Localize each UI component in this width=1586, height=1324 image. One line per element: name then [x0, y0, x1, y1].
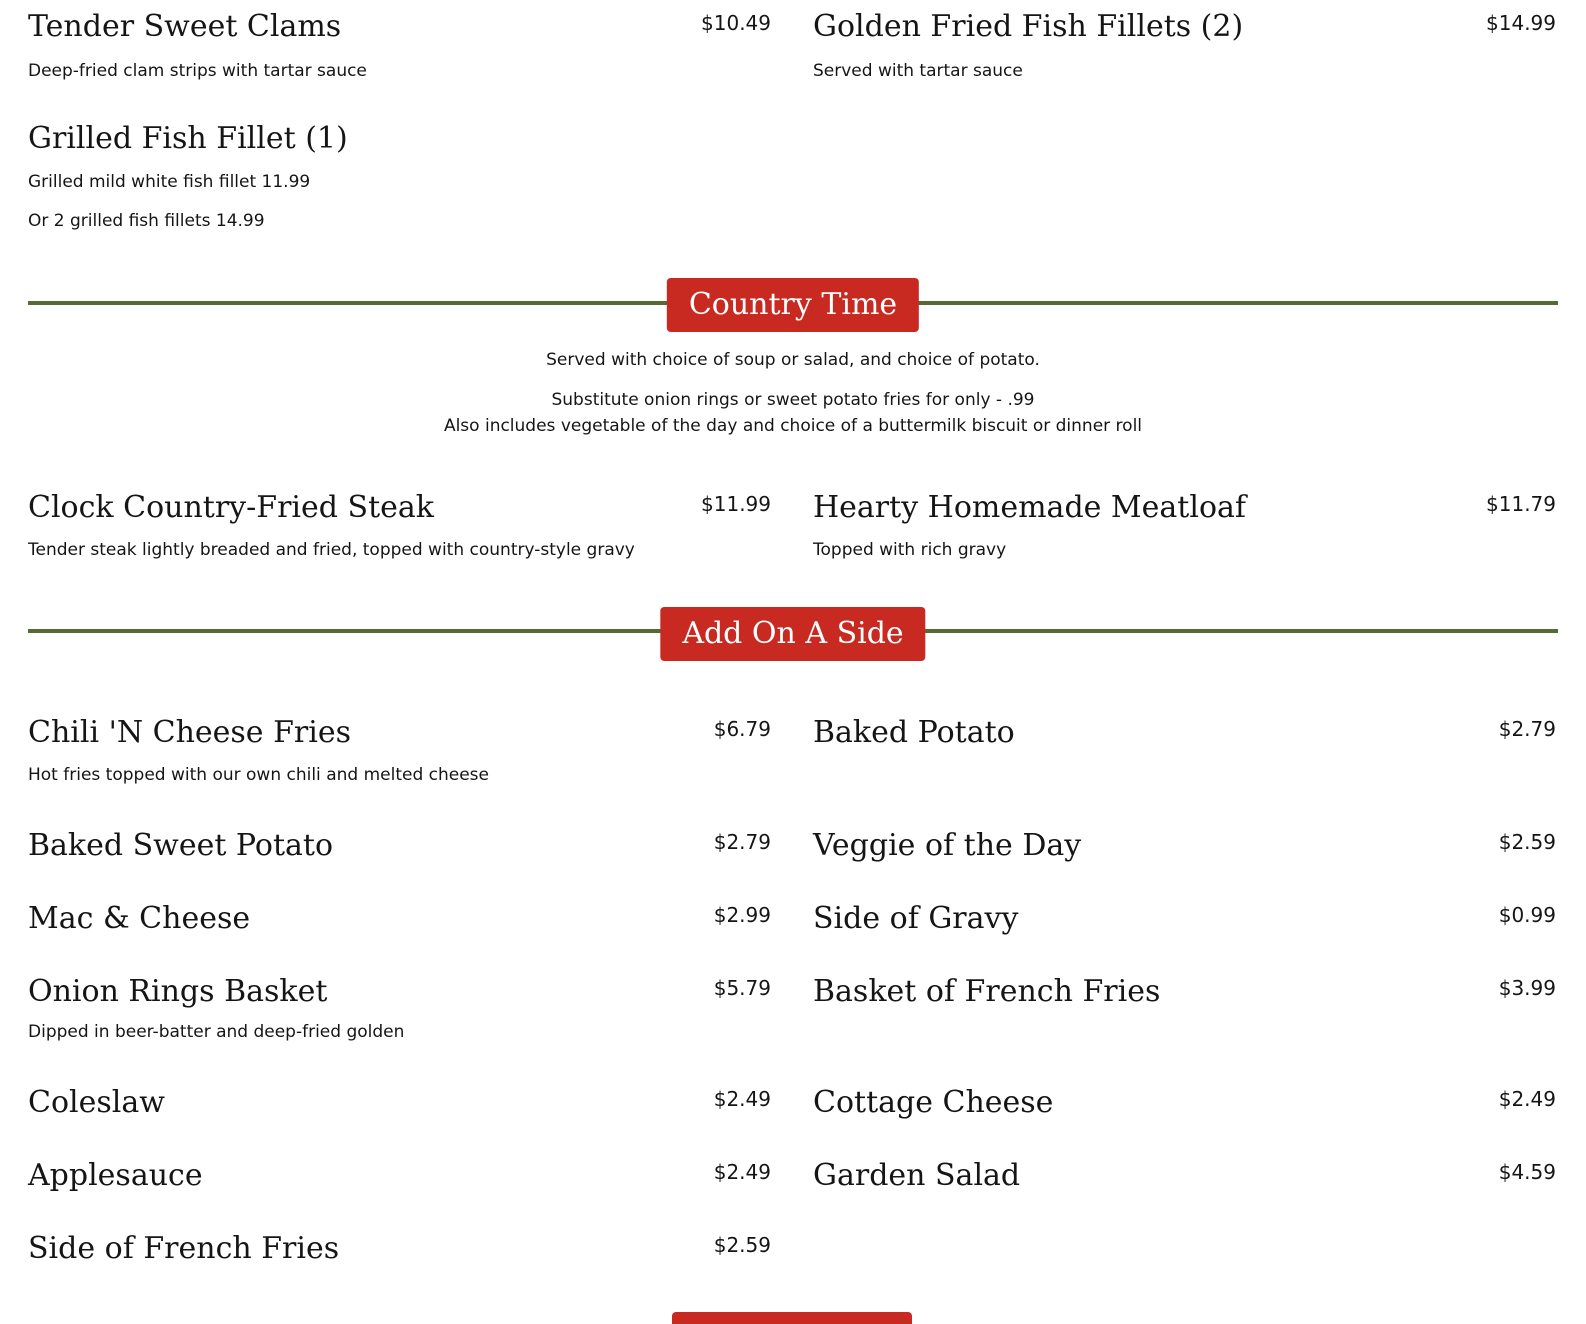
item-price: $10.49: [701, 11, 771, 35]
menu-item: [28, 901, 771, 937]
section-note: Substitute onion rings or sweet potato fries for only - .99: [551, 390, 1035, 410]
item-description: Topped with rich gravy: [813, 540, 1007, 560]
menu-item: [813, 1158, 1556, 1194]
fish-left-column: [28, 0, 771, 250]
item-price: $2.79: [713, 830, 771, 854]
item-name: Mac & Cheese: [28, 901, 251, 936]
section-title-country-time: Country Time: [667, 278, 919, 332]
item-price: $2.59: [713, 1233, 771, 1257]
section-note: Also includes vegetable of the day and choice of a buttermilk biscuit or dinner roll: [443, 416, 1143, 436]
item-name: Clock Country-Fried Steak: [28, 490, 434, 525]
item-name: Chili 'N Cheese Fries: [28, 715, 351, 750]
fish-right-column: [813, 0, 1556, 120]
item-name: Grilled Fish Fillet (1): [28, 121, 348, 156]
section-title-add-on-a-side: Add On A Side: [660, 607, 925, 661]
item-name: Onion Rings Basket: [28, 974, 328, 1009]
item-price: $2.59: [1498, 830, 1556, 854]
item-description: Or 2 grilled fish fillets 14.99: [28, 211, 265, 231]
menu-item: [28, 974, 771, 1010]
country-left-column: [28, 490, 771, 580]
item-price: $2.99: [713, 903, 771, 927]
item-name: Garden Salad: [813, 1158, 1021, 1193]
menu-item: [28, 1085, 771, 1121]
sides-right-column: [813, 715, 1556, 1215]
item-description: Hot fries topped with our own chili and melted cheese: [28, 765, 489, 785]
menu-item: [28, 1231, 771, 1267]
menu-item: [813, 901, 1556, 937]
menu-item: [28, 490, 771, 526]
menu-item: [813, 9, 1556, 45]
menu-item: [813, 1085, 1556, 1121]
item-description: Dipped in beer-batter and deep-fried golden: [28, 1022, 405, 1042]
menu-item: [28, 9, 771, 45]
item-name: Side of French Fries: [28, 1231, 340, 1266]
item-price: $4.59: [1498, 1160, 1556, 1184]
item-description: Grilled mild white fish fillet 11.99: [28, 172, 311, 192]
menu-item: [28, 1158, 771, 1194]
menu-item: [28, 715, 771, 751]
menu-item: [813, 715, 1556, 751]
item-name: Cottage Cheese: [813, 1085, 1054, 1120]
item-name: Golden Fried Fish Fillets (2): [813, 9, 1244, 44]
item-description: Deep-fried clam strips with tartar sauce: [28, 61, 367, 81]
item-name: Coleslaw: [28, 1085, 165, 1120]
item-name: Hearty Homemade Meatloaf: [813, 490, 1246, 525]
menu-item: [813, 490, 1556, 526]
item-price: $5.79: [713, 976, 771, 1000]
item-price: $11.79: [1486, 492, 1556, 516]
menu-item: [28, 121, 771, 157]
item-name: Side of Gravy: [813, 901, 1019, 936]
item-description: Served with tartar sauce: [813, 61, 1023, 81]
menu-item: [28, 828, 771, 864]
item-price: $11.99: [701, 492, 771, 516]
item-name: Baked Sweet Potato: [28, 828, 334, 863]
item-name: Veggie of the Day: [813, 828, 1082, 863]
item-price: $14.99: [1486, 11, 1556, 35]
item-name: Basket of French Fries: [813, 974, 1161, 1009]
item-price: $3.99: [1498, 976, 1556, 1000]
item-price: $6.79: [713, 717, 771, 741]
item-price: $0.99: [1498, 903, 1556, 927]
next-section-badge: [672, 1312, 912, 1324]
item-description: Tender steak lightly breaded and fried, topped with country-style gravy: [28, 540, 635, 560]
item-price: $2.79: [1498, 717, 1556, 741]
item-name: Baked Potato: [813, 715, 1015, 750]
item-name: Tender Sweet Clams: [28, 9, 342, 44]
item-price: $2.49: [1498, 1087, 1556, 1111]
section-note: Served with choice of soup or salad, and choice of potato.: [546, 350, 1040, 370]
menu-item: [813, 828, 1556, 864]
item-name: Applesauce: [28, 1158, 203, 1193]
sides-left-column: [28, 715, 771, 1275]
menu-item: [813, 974, 1556, 1010]
country-right-column: [813, 490, 1556, 580]
item-price: $2.49: [713, 1160, 771, 1184]
item-price: $2.49: [713, 1087, 771, 1111]
